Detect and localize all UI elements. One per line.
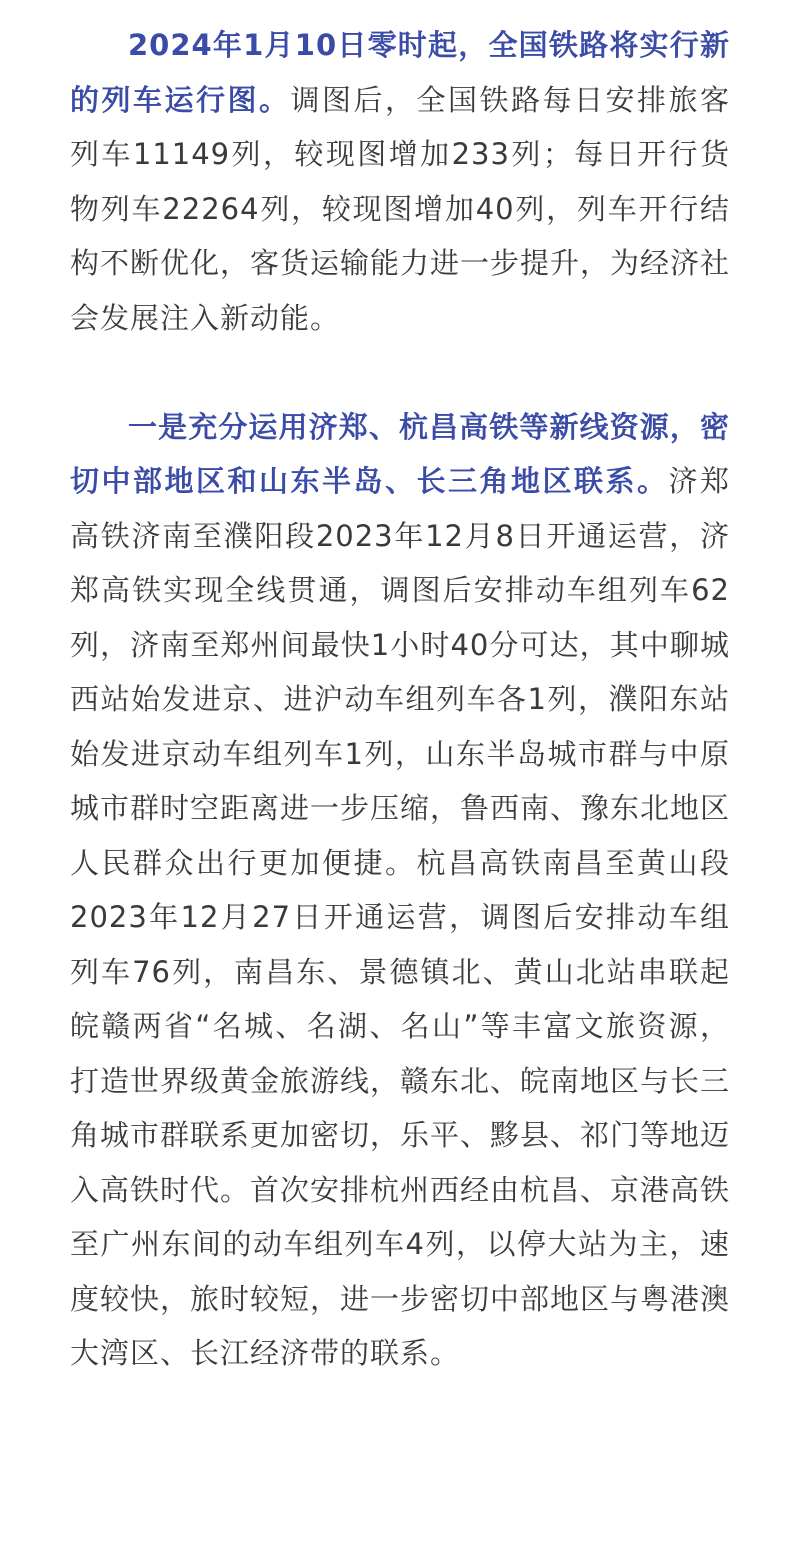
paragraph-2 [70,400,730,1381]
paragraph-2-body: 济郑高铁济南至濮阳段2023年12月8日开通运营，济郑高铁实现全线贯通，调图后安排动车组列车62列，济南至郑州间最快1小时40分可达，其中聊城西站始发进京、进沪动车组列车各1列，濮阳东站始发进京动车组列车1列，山东半岛城市群与中原城市群时空距离进一步压缩，鲁西南、豫东北地区人民群众出行更加便捷。杭昌高铁南昌至黄山段2023年12月27日开通运营，调图后安排动车组列车76列，南昌东、景德镇北、黄山北站串联起皖赣两省“名城、名湖、名山”等丰富文旅资源，打造世界级黄金旅游线，赣东北、皖南地区与长三角城市群联系更加密切，乐平、黟县、祁门等地迈入高铁时代。首次安排杭州西经由杭昌、京港高铁至广州东间的动车组列车4列，以停大站为主，速度较快，旅时较短，进一步密切中部地区与粤港澳大湾区、长江经济带的联系。 [70,464,731,1370]
paragraph-1-lead: 2024年1月10日零时起，全国铁路将实行新的列车运行图。 [70,28,730,117]
paragraph-1 [70,18,730,345]
article-body [70,18,730,1381]
paragraph-1-body: 调图后，全国铁路每日安排旅客列车11149列，较现图增加233列；每日开行货物列车22264列，较现图增加40列，列车开行结构不断优化，客货运输能力进一步提升，为经济社会发展注入新动能。 [70,82,731,335]
paragraph-2-lead: 一是充分运用济郑、杭昌高铁等新线资源，密切中部地区和山东半岛、长三角地区联系。 [70,409,730,498]
